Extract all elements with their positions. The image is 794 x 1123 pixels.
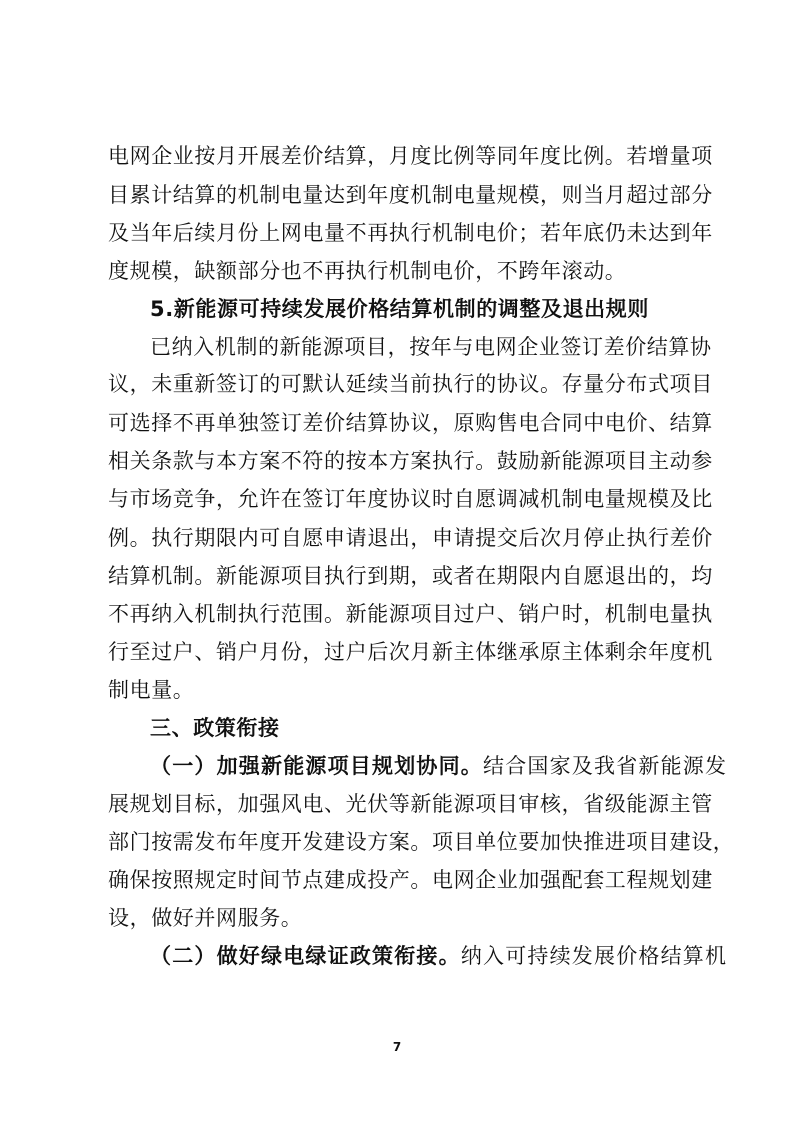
section-heading: 三、政策衔接 xyxy=(150,716,280,740)
paragraph-line: 不再纳入机制执行范围。新能源项目过户、销户时，机制电量执 xyxy=(108,602,713,626)
paragraph-line: 目累计结算的机制电量达到年度机制电量规模，则当月超过部分 xyxy=(108,183,713,207)
paragraph-line: 相关条款与本方案不符的按本方案执行。鼓励新能源项目主动参 xyxy=(108,449,713,473)
paragraph-line: 行至过户、销户月份，过户后次月新主体继承原主体剩余年度机 xyxy=(108,640,713,664)
section-heading: 5.新能源可持续发展价格结算机制的调整及退出规则 xyxy=(150,297,649,321)
paragraph-line: 部门按需发布年度开发建设方案。项目单位要加快推进项目建设， xyxy=(108,830,735,854)
paragraph-line xyxy=(150,746,728,786)
paragraph-line: 结算机制。新能源项目执行到期，或者在期限内自愿退出的，均 xyxy=(108,564,713,588)
paragraph-line: 与市场竞争，允许在签订年度协议时自愿调减机制电量规模及比 xyxy=(108,487,713,511)
paragraph-line: 设，做好并网服务。 xyxy=(108,906,303,930)
paragraph-line: 已纳入机制的新能源项目，按年与电网企业签订差价结算协 xyxy=(150,335,712,359)
paragraph-line: 及当年后续月份上网电量不再执行机制电价；若年底仍未达到年 xyxy=(108,221,713,245)
paragraph-line: 确保按照规定时间节点建成投产。电网企业加强配套工程规划建 xyxy=(108,868,713,892)
paragraph-line: 电网企业按月开展差价结算，月度比例等同年度比例。若增量项 xyxy=(108,144,713,168)
paragraph-line: 制电量。 xyxy=(108,678,195,702)
subsection-heading: （二）做好绿电绿证政策衔接。 xyxy=(150,944,461,968)
paragraph-line: 议，未重新签订的可默认延续当前执行的协议。存量分布式项目 xyxy=(108,372,713,396)
paragraph-line: 可选择不再单独签订差价结算协议，原购售电合同中电价、结算 xyxy=(108,411,713,435)
paragraph-text: 纳入可持续发展价格结算机 xyxy=(460,944,728,968)
subsection-heading: （一）加强新能源项目规划协同。 xyxy=(150,754,483,778)
page-number: 7 xyxy=(392,1040,402,1054)
paragraph-line: 例。执行期限内可自愿申请退出，申请提交后次月停止执行差价 xyxy=(108,526,713,550)
paragraph-line xyxy=(150,936,728,976)
paragraph-line: 度规模，缺额部分也不再执行机制电价，不跨年滚动。 xyxy=(108,259,627,283)
paragraph-text: 结合国家及我省新能源发 xyxy=(483,754,728,778)
paragraph-line: 展规划目标，加强风电、光伏等新能源项目审核，省级能源主管 xyxy=(108,792,713,816)
